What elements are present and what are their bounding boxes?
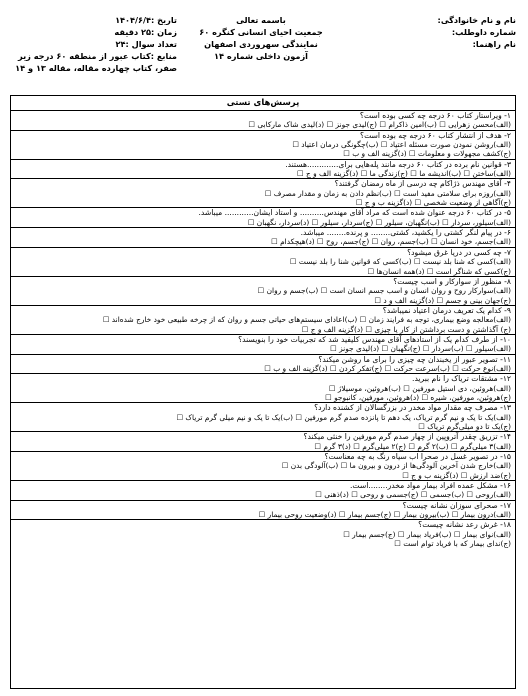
exam-title: آزمون داخلی شماره ۱۴: [214, 51, 308, 61]
question-item: [11, 403, 515, 432]
question-item: [11, 277, 515, 306]
question-item: [11, 374, 515, 403]
question-stem: ۱۸- غرش رعد نشانه چیست؟: [418, 520, 511, 530]
answer-options[interactable]: (الف)محسن زهرایی ☐ (ب)امین ذاکرام ☐ (ج)لیدی جونز ☐ (د)لیدی شاک مارکابی ☐: [248, 120, 511, 130]
answer-options[interactable]: (ج)ندای بیمار که با فریاد توام است ☐: [394, 539, 511, 549]
answer-options[interactable]: (الف)درون بیمار ☐ (ب)بیرون بیمار ☐ (ج)جسم بیمار ☐ (د)وضعیت روحی بیمار ☐: [258, 510, 511, 520]
branch-name: نمایندگی سهروردی اصفهان: [204, 39, 318, 49]
question-item: [11, 111, 515, 131]
student-info: [366, 14, 516, 50]
question-item: [11, 179, 515, 208]
exam-date: تاریخ :۱۴۰۴/۶/۴: [115, 15, 177, 25]
question-stem: ۱۰- از طرف کدام یک از استادهای آقای مهندس کلیفید شد که تجربیات خود را بنویسند؟: [238, 334, 511, 344]
question-stem: ۱۵- در تصویر غسل در صحرا اب سیاه رنگ به چه معناست؟: [324, 452, 511, 462]
section-title: پرسش‌های تستی: [11, 96, 515, 111]
guide-name-label: نام راهنما:: [472, 39, 516, 49]
answer-options[interactable]: (الف)هروئین، دی استیل مورفین ☐ (ب)هروئین، موسیلاژ ☐: [328, 383, 511, 393]
question-stem: ۲- هدف از انتشار کتاب ۶۰ درجه چه بوده است؟: [360, 130, 511, 140]
answer-options[interactable]: (ج)آگاهی از وضعیت شخصی ☐ (د)گزینه ب و ج ☐: [355, 198, 511, 208]
question-list: [11, 111, 515, 548]
answer-options[interactable]: (ج)کشف مجهولات و معلومات ☐ (د)گزینه الف و ب ☐: [343, 149, 511, 159]
question-stem: ۱۴- تزریق چقدر آتروپین از چهار صدم گرم مورفین را خنثی میکند؟: [303, 432, 511, 442]
question-stem: ۱۷- صحرای سوزان نشانه چیست؟: [402, 500, 511, 510]
answer-options[interactable]: (الف)سوارکار روح و روان انسان و اسب جسم انسان است ☐ (ب)جسم و روان ☐: [257, 286, 511, 296]
question-stem: ۷- چه کسی در دریا غرق میشود؟: [407, 247, 511, 257]
question-item: [11, 160, 515, 180]
question-count: تعداد سوال :۲۴: [115, 39, 177, 49]
answer-options[interactable]: (الف)روزه برای سلامتی مفید است ☐ (ب)نظم دادن به زمان و مقدار مصرف ☐: [264, 188, 511, 198]
question-item: [11, 452, 515, 481]
invocation-text: باسمه تعالی: [236, 15, 286, 25]
organization-name: جمعیت احیای انسانی کنگره ۶۰: [199, 27, 323, 37]
question-item: [11, 248, 515, 277]
exam-sources: منابع :کتاب عبور از منطقه ۶۰ درجه زیر صفر، کتاب چهارده مقاله، مقاله ۱۳ و ۱۴: [15, 51, 177, 73]
student-name-label: نام و نام خانوادگی:: [437, 15, 516, 25]
answer-options[interactable]: (الف)جسم، خود انسان ☐ (ب)جسم، روان ☐ (ج)جسم، روح ☐ (د)هیچکدام ☐: [271, 237, 511, 247]
answer-options[interactable]: (الف)سیلور، سردار ☐ (ب)نگهبان، سیلور ☐ (ج)سردار، سیلور ☐ (د)سردار، نگهبان ☐: [247, 217, 511, 227]
question-stem: ۹- کدام یک تعریف درمان اعتیاد نمیباشد؟: [382, 305, 511, 315]
answer-options[interactable]: (ج) آگذاشتن و دست برداشتن از کار یا چیزی ☐ (د)گزینه الف و ج ☐: [301, 324, 511, 334]
question-stem: ۱۱- تصویر عبور از یخبندان چه چیزی را برای ما روشن میکند؟: [318, 354, 511, 364]
question-stem: ۸- منظور از سوارکار و اسب چیست؟: [393, 276, 511, 286]
answer-options[interactable]: (الف)۳ میلی‌گرم ☐ (ب)۲ گرم ☐ (ج)۲ میلی‌گرم ☐ (د)۳ گرم ☐: [314, 441, 511, 451]
exam-header: [12, 14, 516, 90]
answer-options[interactable]: (الف)خارج شدن آخرین آلودگی‌ها از درون و بیرون ما ☐ (ب)آلودگی بدن ☐: [281, 461, 511, 471]
exam-meta: [12, 14, 177, 74]
answer-options[interactable]: (ج)کسی که شناگر است ☐ (د)همه انسان‌ها ☐: [367, 266, 511, 276]
question-stem: ۱۲- مشتقات تریاک را نام ببرید.: [412, 374, 511, 384]
answer-options[interactable]: (الف)یک تا یک و نیم گرم تریاک، یک دهم تا پانزده صدم گرم مورفین ☐ (ب)یک تا یک و نیم میلی گرم تریاک ☐: [176, 412, 511, 422]
question-item: [11, 432, 515, 452]
question-item: [11, 481, 515, 501]
question-stem: ۳- قوانین نام برده در کتاب ۶۰ درجه مانند پله‌هایی برای.............هستند.: [285, 159, 511, 169]
questions-box: [10, 95, 516, 689]
answer-options[interactable]: (ج)هروئین، مورفین، شیره ☐ (د)هروئین، مورفین، کانبوجو ☐: [325, 392, 511, 402]
answer-options[interactable]: (الف)روحی ☐ (ب)جسمی ☐ (ج)جسمی و روحی ☐ (د)ذهنی ☐: [315, 490, 511, 500]
answer-options[interactable]: (ج)یک تا دو میلی‌گرم تریاک ☐: [418, 422, 511, 431]
exam-title-block: [176, 14, 346, 62]
answer-options[interactable]: (الف)سیلور ☐ (ب)سردار ☐ (ج)نگهبان ☐ (د)لیدی جونز ☐: [330, 344, 511, 354]
question-item: [11, 355, 515, 375]
question-stem: ۶- در پیام لنگر کشتی را یکشید، کشتی........ و پرنده........ میباشد.: [300, 228, 511, 238]
question-stem: ۴- آقای مهندس ذژاکام چه درسی از ماه رمضان گرفتند؟: [334, 179, 511, 189]
answer-options[interactable]: (الف)روشن نمودن صورت مسئله اعتیاد ☐ (ب)چگونگی درمان اعتیاد ☐: [292, 140, 511, 150]
question-stem: ۱۳- مصرف چه مقدار مواد مخدر در بزرگسالان از کشنده دارد؟: [314, 403, 511, 413]
candidate-number-label: شماره داوطلب:: [451, 27, 516, 37]
answer-options[interactable]: (الف)نوای بیمار ☐ (ب)فریاد بیمار ☐ (ج)جسم بیمار ☐: [343, 529, 511, 539]
question-item: [11, 228, 515, 248]
question-item: [11, 208, 515, 228]
exam-duration: زمان :۲۵ دقیقه: [114, 27, 177, 37]
question-stem: ۱۶- مشکل عمده افراد بیمار مواد مخدر........است.: [349, 481, 511, 491]
question-item: [11, 501, 515, 521]
question-item: [11, 520, 515, 548]
answer-options[interactable]: (ج)ضد ارزش ☐ (د)گزینه ب و ج ☐: [402, 470, 511, 480]
answer-options[interactable]: (الف)کسی که شنا بلد نیست ☐ (ب)کسی که قوانین شنا را بلد نیست ☐: [289, 257, 511, 267]
answer-options[interactable]: (ج)جهان بینی و جسم ☐ (د)گزینه الف و د ☐: [374, 295, 511, 305]
question-item: [11, 335, 515, 355]
answer-options[interactable]: (الف)معالجه وضع بیماری، توجه به فرایند زمان ☐ (ب)اعادای سیستم‌های حیاتی جسم و روان که از چرخه طبیعی خود خارج شده‌اند ☐: [102, 315, 511, 325]
answer-options[interactable]: (الف)نوع حرکت ☐ (ب)سرعت حرکت ☐ (ج)تفکر کردن ☐ (د)گزینه الف و ب ☐: [264, 363, 511, 373]
question-stem: ۱- ویراستار کتاب ۶۰ درجه چه کسی بوده است؟: [359, 111, 511, 120]
question-item: [11, 131, 515, 160]
answer-options[interactable]: (الف)ساختن ☐ (ب)اندیشه ما ☐ (ج)زندگی ما ☐ (د)گزینه الف و ج ☐: [297, 169, 511, 179]
question-item: [11, 306, 515, 335]
question-stem: ۵- در کتاب ۶۰ درجه عنوان شده است که مراد آقای مهندس.......... و استاد ایشان............ میباشد.: [198, 208, 511, 218]
